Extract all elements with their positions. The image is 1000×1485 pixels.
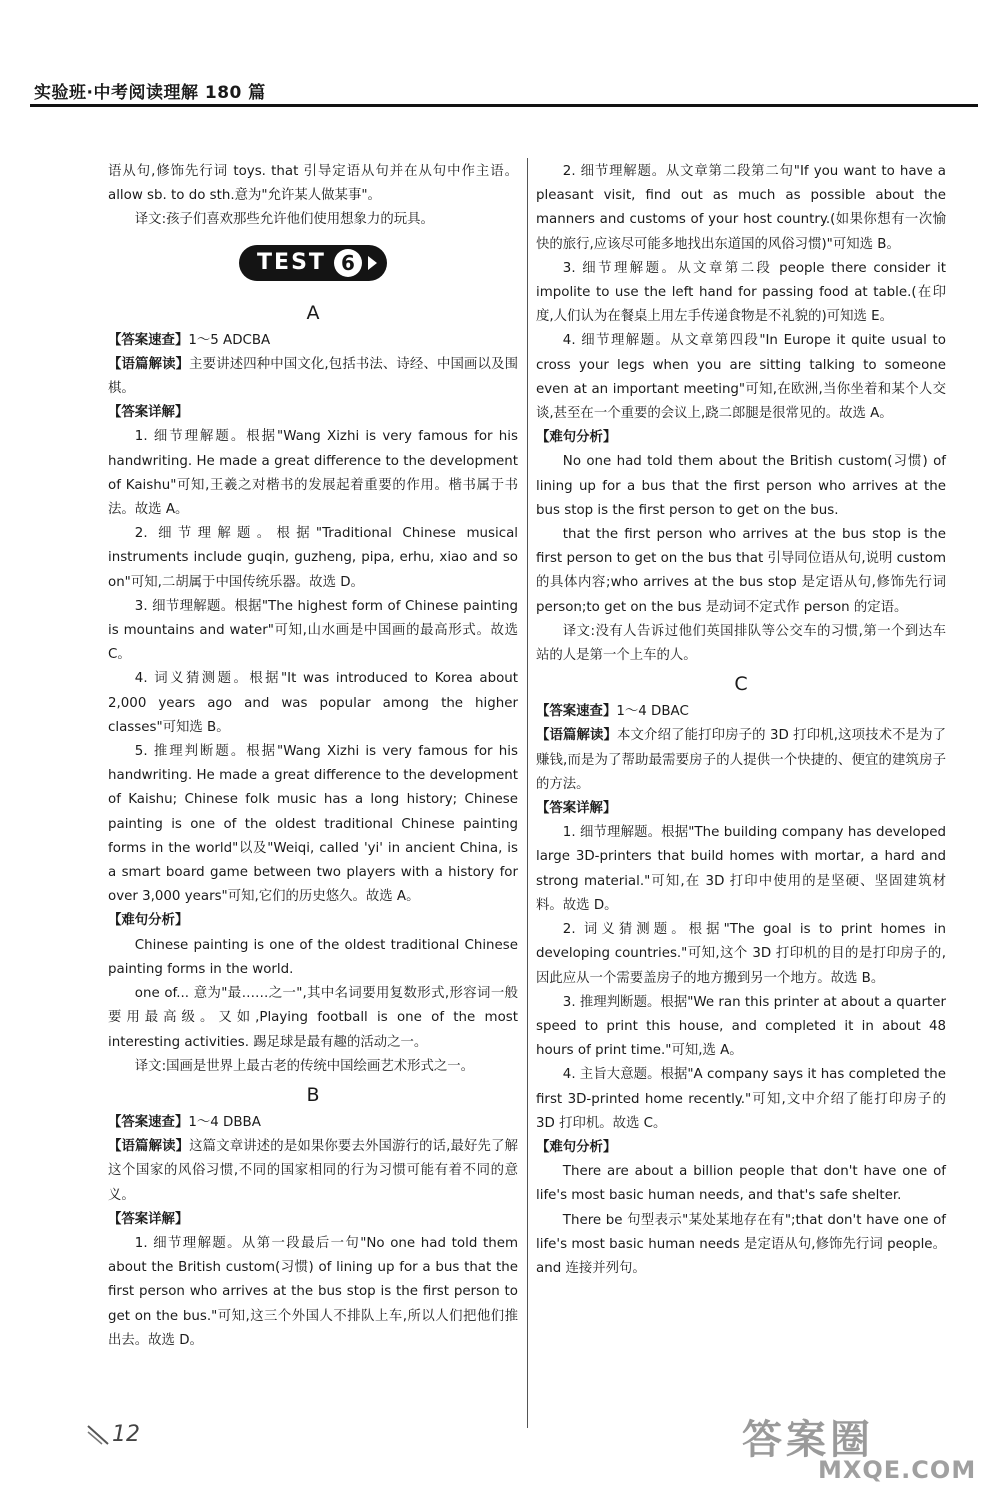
answer-key-tag: 【答案速查】: [108, 1114, 189, 1130]
reading-tag: 【语篇解读】: [108, 356, 190, 372]
watermark-url: MXQE.COM: [818, 1456, 977, 1484]
left-column: [108, 160, 518, 1353]
detail-c-3: 3. 推理判断题。根据"We ran this printer at about a quarter speed to print this house, and completed it in about 48 hours of print time."可知,选 A。: [536, 994, 946, 1059]
section-letter-b: B: [306, 1083, 320, 1106]
test-number: 6: [334, 249, 362, 277]
answer-key-values: 1～5 ADCBA: [188, 332, 271, 348]
reading-summary-c: [536, 724, 946, 797]
detail-b-2: 2. 细节理解题。从文章第二段第二句"If you want to have a pleasant visit, find out as much as possible about the manners and customs of your host country.(如果你想有一次愉快的旅行,应该尽可能多地找出东道国的风俗习惯)"可知选 B。: [536, 164, 946, 252]
detail-a-5: 5. 推理判断题。根据"Wang Xizhi is very famous for his handwriting. He made a great difference to the development of Kaishu; Chinese folk music has a long history; Chinese painting is one of the oldest traditional Chinese painting forms in the world"以及"Weiqi, called 'yi' in ancient China, is a smart board game between two players with a history for over 3,000 years"可知,它们的历史悠久。故选 A。: [108, 744, 518, 905]
answer-key-tag: 【答案速查】: [536, 704, 617, 720]
answer-key-b: [108, 1111, 518, 1135]
hard-sentence-b: No one had told them about the British custom(习惯) of lining up for a bus that the first person who arrives at the bus stop is the first person to get on the bus.: [536, 454, 946, 518]
reading-tag: 【语篇解读】: [536, 728, 618, 744]
detail-c-2: 2. 词义猜测题。根据"The goal is to print homes in developing countries."可知,这个 3D 打印机的目的是打印房子的,因此应从一个需要盖房子的地方搬到另一个地方。故选 B。: [536, 922, 946, 986]
reading-summary-b: [108, 1135, 518, 1208]
detail-b-4: 4. 细节理解题。从文章第四段"In Europe it quite usual to cross your legs when you are sitting talking to someone even at an important meeting"可知,在欧洲,当你坐着和某个人交谈,甚至在一个重要的会议上,跷二郎腿是很常见的。故选 A。: [536, 333, 946, 422]
hard-heading-b: 【难句分析】: [536, 430, 617, 446]
detail-heading-b: 【答案详解】: [108, 1211, 189, 1227]
hard-heading-a: 【难句分析】: [108, 913, 189, 929]
running-header: 实验班·中考阅读理解 180 篇: [34, 83, 266, 103]
detail-c-4: 4. 主旨大意题。根据"A company says it has completed the first 3D-printed home recently."可知,文中介绍了能打印房子的 3D 打印机。故选 C。: [536, 1067, 946, 1131]
detail-a-4: 4. 词义猜测题。根据"It was introduced to Korea about 2,000 years ago and was popular among the higher classes"可知选 B。: [108, 671, 518, 735]
answer-key-c: [536, 700, 946, 724]
watermark-logo: 答案圈: [742, 1417, 874, 1463]
detail-a-2: 2. 细节理解题。根据"Traditional Chinese musical instruments include guqin, guzheng, pipa, erhu, xiao and so on"可知,二胡属于中国传统乐器。故选 D。: [108, 526, 518, 590]
hard-translation-b: 译文:没有人告诉过他们英国排队等公交车的习惯,第一个到达车站的人是第一个上车的人。: [536, 623, 946, 664]
reading-text: 这篇文章讲述的是如果你要去外国游行的话,最好先了解这个国家的风俗习惯,不同的国家相同的行为习惯可能有着不同的意义。: [108, 1139, 518, 1203]
reading-text: 主要讲述四种中国文化,包括书法、诗经、中国画以及围棋。: [108, 356, 518, 397]
intro-text: 语从句,修饰先行词 toys. that 引导定语从句并在从句中作主语。allow sb. to do sth.意为"允许某人做某事"。: [108, 164, 518, 204]
page-number-text: 12: [112, 1422, 140, 1447]
section-letter-c: C: [734, 673, 748, 696]
header-rule: [30, 104, 978, 107]
answer-key-values: 1～4 DBAC: [616, 704, 689, 720]
hard-heading-c: 【难句分析】: [536, 1139, 617, 1155]
play-arrow-icon: [368, 256, 377, 270]
reading-summary-a: [108, 353, 518, 401]
answer-key-tag: 【答案速查】: [108, 332, 189, 348]
hard-sentence-c: There are about a billion people that don't have one of life's most basic human needs, and that's safe shelter.: [536, 1164, 946, 1204]
reading-tag: 【语篇解读】: [108, 1139, 190, 1155]
answer-key-values: 1～4 DBBA: [188, 1114, 261, 1130]
page-number: [86, 1420, 146, 1450]
hard-analysis-c: There be 句型表示"某处某地存在有";that don't have one of life's most basic human needs 是定语从句,修饰先行词 people。and 连接并列句。: [536, 1212, 946, 1276]
answer-key-a: [108, 329, 518, 353]
test-badge: [239, 245, 387, 281]
section-letter-a: A: [306, 301, 320, 324]
column-divider: [527, 158, 528, 1428]
reading-text: 本文介绍了能打印房子的 3D 打印机,这项技术不是为了赚钱,而是为了帮助最需要房子的人提供一个快捷的、便宜的建筑房子的方法。: [536, 728, 947, 792]
intro-translation: 译文:孩子们喜欢那些允许他们使用想象力的玩具。: [134, 212, 434, 228]
right-column: [536, 160, 946, 1281]
detail-c-1: 1. 细节理解题。根据"The building company has developed large 3D-printers that build homes with mortar, a hard and strong material."可知,在 3D 打印中使用的是坚硬、坚固建筑材料。故选 D。: [536, 825, 946, 913]
detail-a-1: 1. 细节理解题。根据"Wang Xizhi is very famous for his handwriting. He made a great difference to the development of Kaishu"可知,王羲之对楷书的发展起着重要的作用。楷书属于书法。故选 A。: [108, 429, 518, 518]
detail-a-3: 3. 细节理解题。根据"The highest form of Chinese painting is mountains and water"可知,山水画是中国画的最高形式。故选 C。: [108, 598, 518, 663]
hard-sentence-a: Chinese painting is one of the oldest traditional Chinese painting forms in the world.: [108, 937, 518, 977]
hard-translation-a: 译文:国画是世界上最古老的传统中国绘画艺术形式之一。: [134, 1058, 475, 1074]
page-corner-icon: [86, 1420, 112, 1446]
hard-analysis-b: that the first person who arrives at the bus stop is the first person to get on the bus that 引导同位语从句,说明 custom 的具体内容;who arrives at the bus stop 是定语从句,修饰先行词 person;to get on the bus 是动词不定式作 person 的定语。: [536, 527, 946, 615]
hard-analysis-a: one of... 意为"最……之一",其中名词要用复数形式,形容词一般要用最高级。又如,Playing football is one of the most interesting activities. 踢足球是最有趣的活动之一。: [108, 986, 518, 1050]
detail-heading-a: 【答案详解】: [108, 405, 189, 421]
detail-b-3: 3. 细节理解题。从文章第二段 people there consider it impolite to use the left hand for passing food at table.(在印度,人们认为在餐桌上用左手传递食物是不礼貌的)可知选 E。: [536, 260, 946, 325]
detail-b-1: 1. 细节理解题。从第一段最后一句"No one had told them about the British custom(习惯) of lining up for a bus that the first person who arrives at the bus stop is the first person to get on the bus."可知,这三个外国人不排队上车,所以人们把他们推出去。故选 D。: [108, 1235, 518, 1348]
detail-heading-c: 【答案详解】: [536, 801, 617, 817]
test-heading: [108, 245, 518, 285]
test-label: TEST: [257, 249, 326, 275]
